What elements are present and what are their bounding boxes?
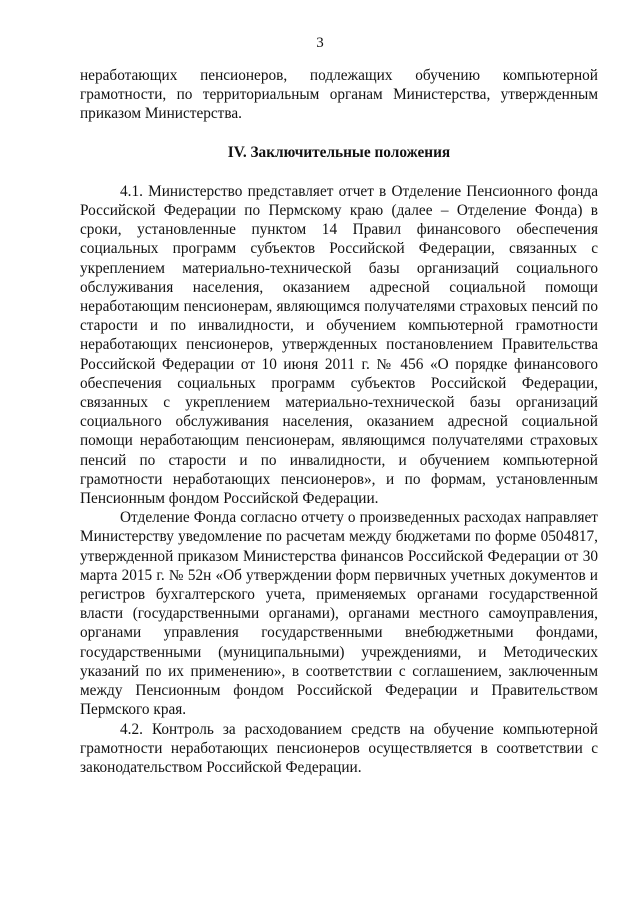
page-number: 3	[316, 35, 324, 51]
paragraph-fund-notice: Отделение Фонда согласно отчету о произведенных расходах направляет Министерству уведомление по расчетам между бюджетами по форме 0504817, утвержденной приказом Министерства финансов Российской Федерации от 30 марта 2015 г. № 52н «Об утверждении форм первичных учетных документов и регистров бухгалтерского учета, применяемых органами государственной власти (государственными органами), органами местного самоуправления, органами управления государственными внебюджетными фондами, государственными (муниципальными) учреждениями, и Методических указаний по их применению», в соответствии с соглашением, заключенным между Пенсионным фондом Российской Федерации и Правительством Пермского края.	[80, 509, 598, 719]
paragraph-4-2: 4.2. Контроль за расходованием средств на обучение компьютерной грамотности неработающих пенсионеров осуществляется в соответствии с законодательством Российской Федерации.	[80, 720, 598, 776]
intro-paragraph: неработающих пенсионеров, подлежащих обучению компьютерной грамотности, по территориальным органам Министерства, утвержденным приказом Министерства.	[80, 67, 598, 123]
section-heading: IV. Заключительные положения	[227, 143, 451, 161]
paragraph-4-1: 4.1. Министерство представляет отчет в Отделение Пенсионного фонда Российской Федерации по Пермскому краю (далее – Отделение Фонда) в сроки, установленные пунктом 14 Правил финансового обеспечения социальных программ субъектов Российской Федерации, связанных с укреплением материально-технической базы организаций социального обслуживания населения, оказанием адресной социальной помощи неработающим пенсионерам, являющимся получателями страховых пенсий по старости и по инвалидности, и обучением компьютерной грамотности неработающих пенсионеров, утвержденных постановлением Правительства Российской Федерации от 10 июня 2011 г. № 456 «О порядке финансового обеспечения социальных программ субъектов Российской Федерации, связанных с укреплением материально-технической базы организаций социального обслуживания населения, оказанием адресной социальной помощи неработающим пенсионерам, являющимся получателями страховых пенсий по старости и по инвалидности, и обучением компьютерной грамотности неработающих пенсионеров», и по формам, установленным Пенсионным фондом Российской Федерации.	[80, 182, 598, 508]
document-body	[80, 66, 598, 777]
